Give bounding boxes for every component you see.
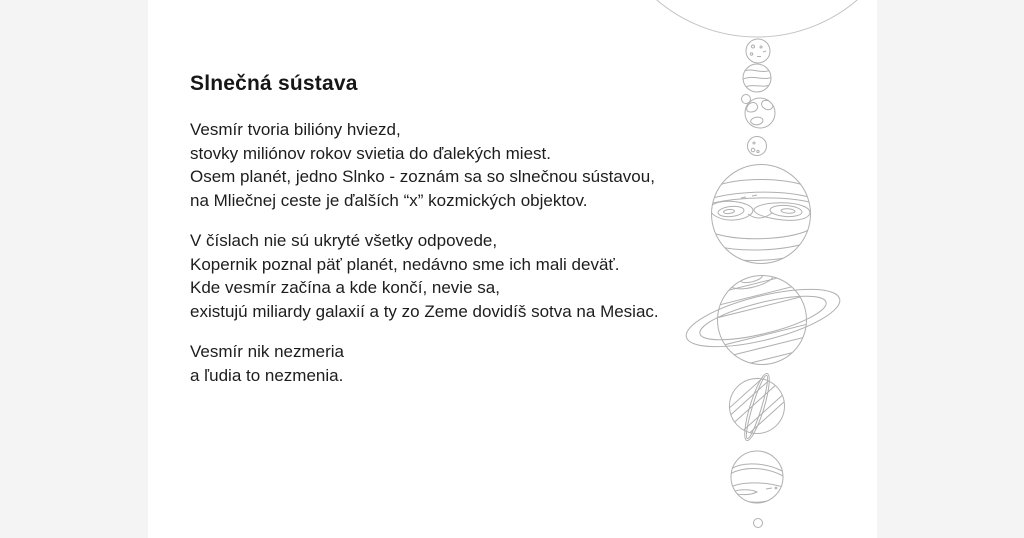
poem-line: Kopernik poznal päť planét, nedávno sme ich mali deväť. [190,254,620,274]
venus-icon [741,64,773,92]
pluto-icon [754,519,763,528]
poem-line: Kde vesmír začína a kde končí, nevie sa, [190,278,500,297]
poem-line: Osem planét, jedno Slnko - zoznám sa so slnečnou sústavou, [190,167,655,186]
poem-line: stovky miliónov rokov svietia do ďalekých miest. [190,143,551,163]
poem-line: a ľudia to nezmenia. [190,365,344,385]
solar-system-svg [148,0,877,538]
mercury-icon [746,39,770,63]
neptune-icon [730,451,783,503]
document-page [148,0,877,538]
poem-line: V číslach nie sú ukryté všetky odpovede, [190,231,498,250]
poem-line: na Mliečnej ceste je ďalších “x” kozmických objektov. [190,190,588,210]
solar-system-illustration [148,0,877,538]
poem-line: Vesmír nik nezmeria [190,342,344,361]
jupiter-icon [708,165,813,271]
poem-line: existujú miliardy galaxií a ty zo Zeme dovidíš sotva na Mesiac. [190,301,659,321]
uranus-icon [723,371,790,442]
page-title: Slnečná sústava [190,72,358,95]
sun-icon [603,0,877,37]
earth-icon [745,98,775,128]
saturn-icon [681,257,845,374]
poem-line: Vesmír tvoria bilióny hviezd, [190,120,401,139]
mars-icon [748,137,767,156]
